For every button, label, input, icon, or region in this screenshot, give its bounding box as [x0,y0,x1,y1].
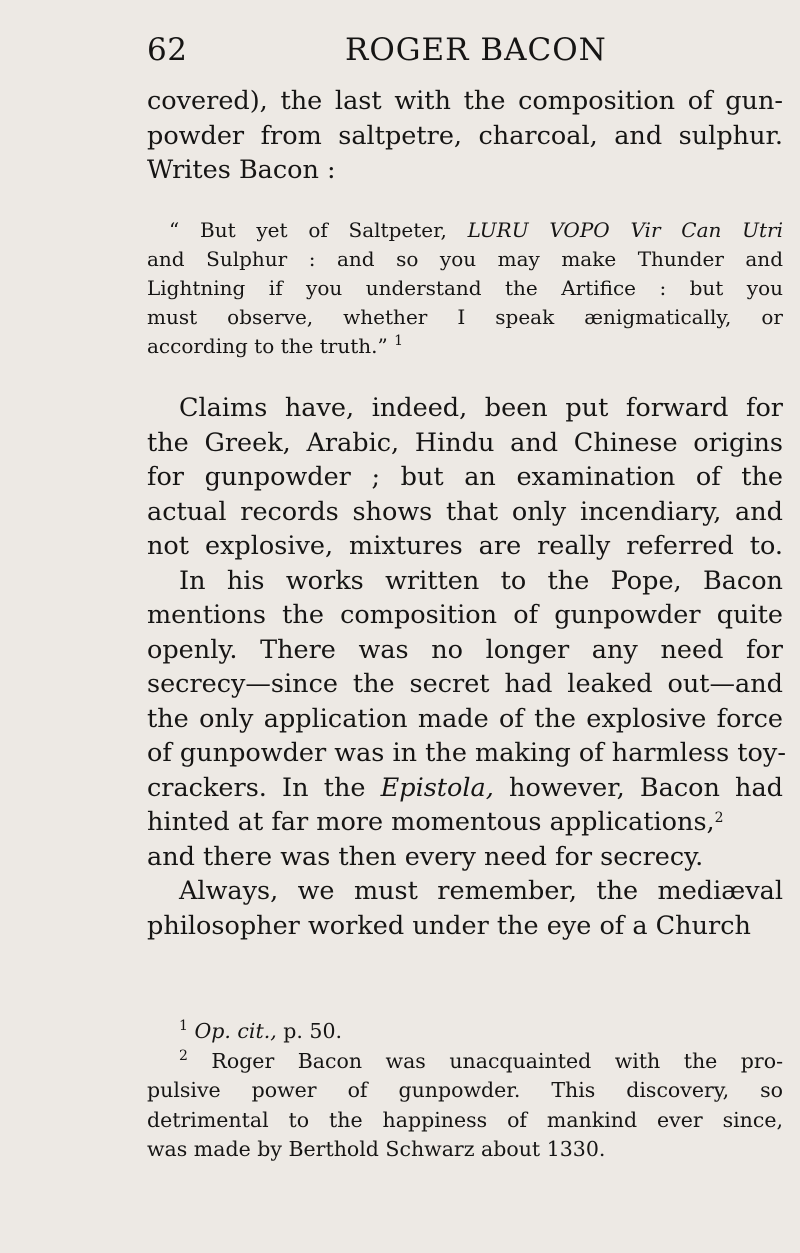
text-line [147,771,783,806]
text-line: and Sulphur : and so you may make Thunder and [147,247,783,271]
body-paragraph [147,391,786,943]
text-line: Writes Bacon : [147,155,336,185]
body-text: hinted at far more momentous applications, [147,807,715,837]
text-line [147,216,783,245]
text-line: actual records shows that only incendiary, and [147,496,783,527]
footnote-1 [147,1017,783,1047]
footnote-line: detrimental to the happiness of mankind ever since, [147,1107,783,1132]
footnote-ref: 2 [714,810,724,826]
text-line: not explosive, mixtures are really referred to. [147,531,783,561]
body-text: however, Bacon had [493,772,783,803]
text-line: Lightning if you understand the Artifice : but you [147,276,783,300]
quote-text: “ But yet of Saltpeter, [169,218,468,242]
text-line: secrecy—since the secret had leaked out—and [147,669,783,699]
body-text: crackers. In the [147,772,381,803]
page-number: 62 [147,32,188,68]
footnote-ref: 1 [394,333,403,349]
footnote-text: Roger Bacon was unacquainted with the pro- [187,1048,783,1073]
footnote-2 [147,1047,783,1077]
text-line: covered), the last with the composition of gun- [147,86,783,116]
text-line: philosopher worked under the eye of a Church [147,910,751,941]
text-line: powder from saltpetre, charcoal, and sulphur. [147,120,783,151]
footnote-line: was made by Berthold Schwarz about 1330. [147,1137,606,1161]
footnote-marker: 2 [179,1047,188,1064]
intro-paragraph [147,84,783,188]
text-line: openly. There was no longer any need for [147,634,783,665]
text-line: must observe, whether I speak ænigmatically, or [147,305,783,329]
running-head [147,32,783,72]
text-line: for gunpowder ; but an examination of the [147,462,783,492]
italic-title: Epistola, [380,772,494,803]
text-line: the Greek, Arabic, Hindu and Chinese origins [147,427,783,458]
footnote-citation: Op. cit., [194,1019,277,1043]
footnote-line: pulsive power of gunpowder. This discovery, so [147,1078,783,1102]
cipher-text: LURU VOPO Vir Can Utri [467,218,783,242]
footnotes [147,1017,783,1165]
text-line: the only application made of the explosive force [147,703,783,734]
text-line [147,805,783,840]
text-line: of gunpowder was in the making of harmless toy- [147,738,786,768]
quote-text: according to the truth.” [147,334,395,358]
running-title: ROGER BACON [345,32,607,68]
footnote-marker: 1 [179,1018,188,1034]
text-line: Always, we must remember, the mediæval [179,876,783,906]
footnote-text: p. 50. [276,1019,343,1043]
text-line: Claims have, indeed, been put forward for [179,393,783,423]
text-line [147,332,783,361]
block-quote [147,216,783,361]
text-line: mentions the composition of gunpowder quite [147,600,783,630]
text-line: and there was then every need for secrecy. [147,841,704,872]
text-line: In his works written to the Pope, Bacon [179,565,783,596]
